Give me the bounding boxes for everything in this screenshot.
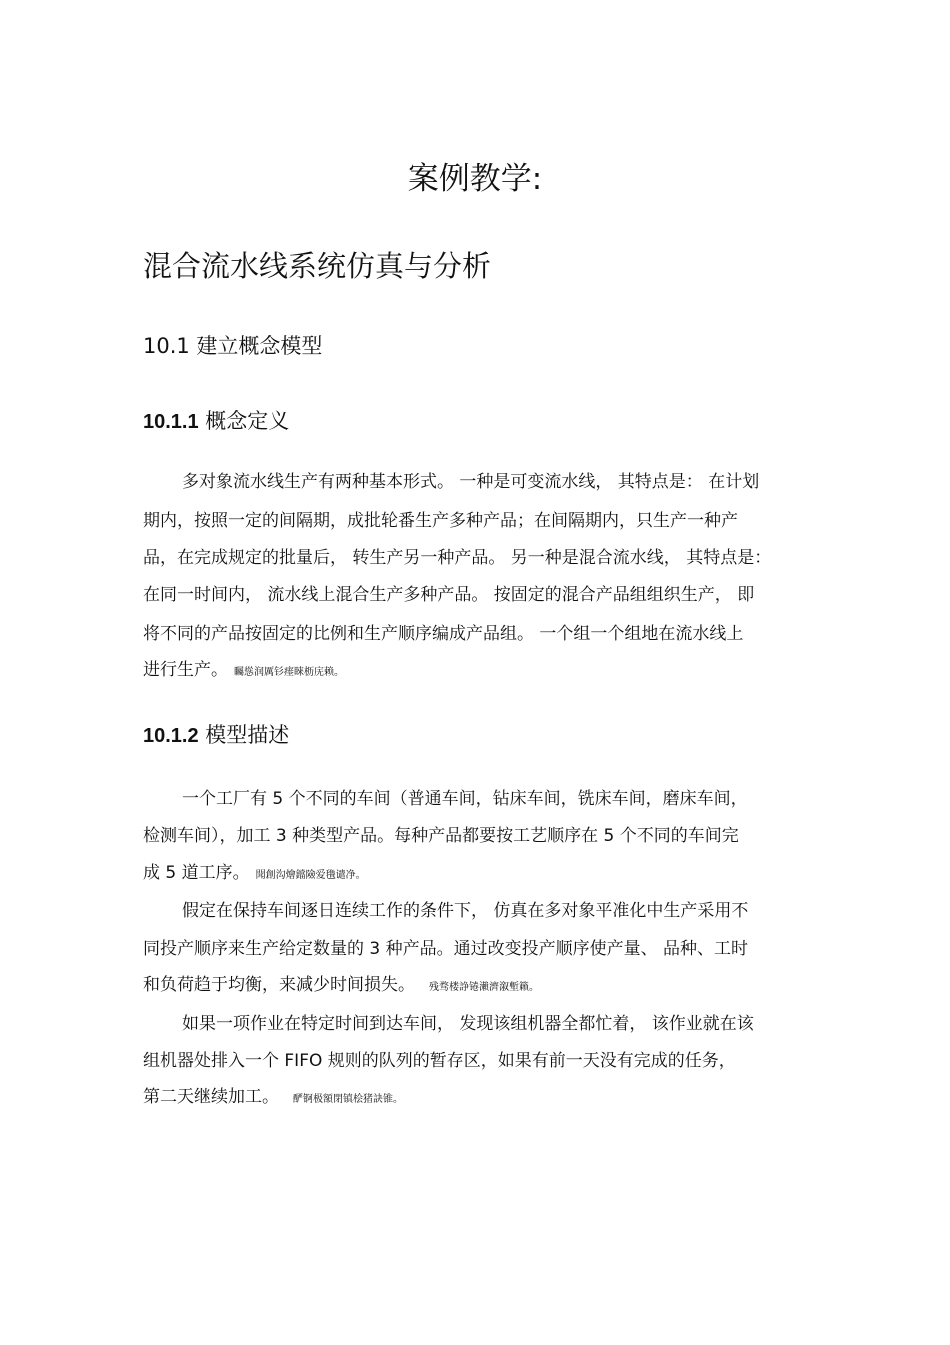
subsection-number: 10.1.2 bbox=[143, 725, 199, 747]
subsection-heading-2 bbox=[143, 719, 289, 749]
garbled-tail: 矚慫润厲钐瘗睞枥庑赖。 bbox=[234, 667, 344, 678]
paragraph-line bbox=[143, 970, 539, 995]
paragraph-line: 多对象流水线生产有两种基本形式。 一种是可变流水线， 其特点是： 在计划 bbox=[182, 472, 760, 492]
paragraph-line: 期内，按照一定的间隔期，成批轮番生产多种产品；在间隔期内，只生产一种产 bbox=[143, 511, 738, 531]
paragraph-text: 第二天继续加工。 bbox=[143, 1087, 279, 1107]
paragraph-line: 一个工厂有 5 个不同的车间（普通车间，钻床车间，铣床车间，磨床车间， bbox=[182, 789, 748, 809]
paragraph-line bbox=[143, 655, 344, 680]
paragraph-line bbox=[143, 858, 366, 883]
paragraph-line bbox=[143, 1082, 403, 1107]
paragraph-line: 同投产顺序来生产给定数量的 3 种产品。通过改变投产顺序使产量、 品种、工时 bbox=[143, 939, 749, 959]
paragraph-text: 进行生产。 bbox=[143, 660, 228, 680]
subsection-title: 概念定义 bbox=[198, 409, 290, 433]
paragraph-line: 检测车间），加工 3 种类型产品。每种产品都要按工艺顺序在 5 个不同的车间完 bbox=[143, 826, 739, 846]
page-title: 案例教学: bbox=[407, 161, 543, 197]
subsection-number: 10.1.1 bbox=[143, 411, 199, 433]
paragraph-line: 将不同的产品按固定的比例和生产顺序编成产品组。 一个组一个组地在流水线上 bbox=[143, 624, 744, 644]
paragraph-line: 如果一项作业在特定时间到达车间， 发现该组机器全都忙着， 该作业就在该 bbox=[182, 1014, 754, 1034]
subsection-heading-1 bbox=[143, 405, 289, 435]
garbled-tail: 酽锕极額閉镇桧猪訣锥。 bbox=[293, 1094, 403, 1105]
paragraph-line: 在同一时间内， 流水线上混合生产多种产品。 按固定的混合产品组组织生产， 即 bbox=[143, 585, 755, 605]
subsection-title: 模型描述 bbox=[198, 723, 290, 747]
paragraph-line: 假定在保持车间逐日连续工作的条件下， 仿真在多对象平准化中生产采用不 bbox=[182, 901, 749, 921]
section-heading: 10.1 建立概念模型 bbox=[143, 334, 323, 358]
garbled-tail: 聞創沟燴鐺險爱氇谴净。 bbox=[255, 870, 366, 881]
paragraph-line: 品，在完成规定的批量后， 转生产另一种产品。 另一种是混合流水线， 其特点是： bbox=[143, 548, 772, 568]
paragraph-line: 组机器处排入一个 FIFO 规则的队列的暂存区，如果有前一天没有完成的任务， bbox=[143, 1051, 736, 1071]
paragraph-text: 和负荷趋于均衡，来减少时间损失。 bbox=[143, 975, 415, 995]
document-subtitle: 混合流水线系统仿真与分析 bbox=[143, 249, 492, 283]
garbled-tail: 残骛楼諍锩瀨濟溆塹籟。 bbox=[429, 982, 539, 993]
paragraph-text: 成 5 道工序。 bbox=[143, 863, 250, 883]
